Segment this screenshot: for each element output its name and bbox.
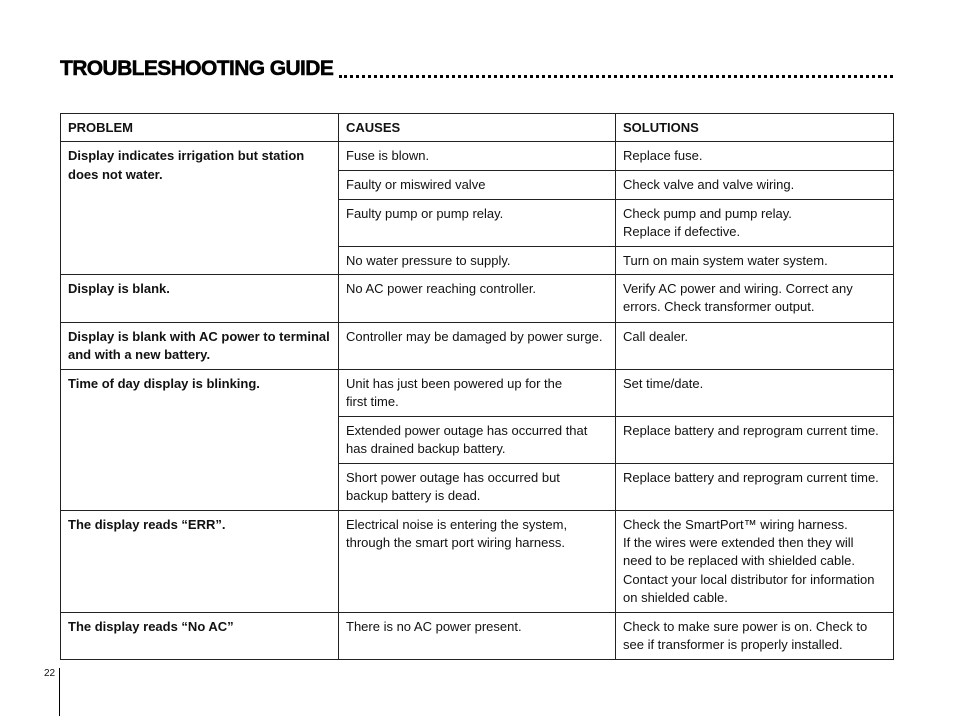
header-causes: CAUSES xyxy=(339,114,616,142)
solution-cell: Check the SmartPort™ wiring harness. If the wires were extended then they will need to be replaced with shielded cable. Contact your local distributor for information on shielded cable. xyxy=(616,510,894,612)
page-number: 22 xyxy=(44,668,56,679)
problem-cell: The display reads “No AC” xyxy=(61,612,339,659)
dotted-leader xyxy=(339,75,893,78)
solution-cell: Check pump and pump relay. Replace if defective. xyxy=(616,199,894,246)
solution-cell: Verify AC power and wiring. Correct any errors. Check transformer output. xyxy=(616,274,894,322)
solution-cell: Replace fuse. xyxy=(616,142,894,171)
solution-cell: Check valve and valve wiring. xyxy=(616,171,894,199)
table-row xyxy=(61,510,894,612)
solution-cell: Replace battery and reprogram current time. xyxy=(616,463,894,510)
solution-cell: Turn on main system water system. xyxy=(616,246,894,274)
header-problem: PROBLEM xyxy=(61,114,339,142)
solution-cell: Call dealer. xyxy=(616,322,894,369)
table-row xyxy=(61,142,894,171)
cause-cell: No AC power reaching controller. xyxy=(339,274,616,322)
problem-cell: The display reads “ERR”. xyxy=(61,510,339,612)
cause-cell: Short power outage has occurred but backup battery is dead. xyxy=(339,463,616,510)
page-title: TROUBLESHOOTING GUIDE xyxy=(60,57,334,80)
cause-cell: Extended power outage has occurred that has drained backup battery. xyxy=(339,416,616,463)
cause-cell: Controller may be damaged by power surge. xyxy=(339,322,616,369)
solution-cell: Check to make sure power is on. Check to see if transformer is properly installed. xyxy=(616,612,894,659)
table-row xyxy=(61,274,894,322)
table-row xyxy=(61,369,894,416)
problem-cell: Display is blank with AC power to terminal and with a new battery. xyxy=(61,322,339,369)
solution-cell: Replace battery and reprogram current time. xyxy=(616,416,894,463)
header-solutions: SOLUTIONS xyxy=(616,114,894,142)
problem-cell: Display is blank. xyxy=(61,274,339,322)
cause-cell: Fuse is blown. xyxy=(339,142,616,171)
cause-cell: There is no AC power present. xyxy=(339,612,616,659)
margin-rule xyxy=(59,668,60,716)
table-row xyxy=(61,322,894,369)
troubleshooting-table xyxy=(60,113,894,660)
problem-cell: Display indicates irrigation but station does not water. xyxy=(61,142,339,275)
solution-cell: Set time/date. xyxy=(616,369,894,416)
cause-cell: No water pressure to supply. xyxy=(339,246,616,274)
header-row xyxy=(61,114,894,142)
cause-cell: Faulty pump or pump relay. xyxy=(339,199,616,246)
table-row xyxy=(61,612,894,659)
page-heading xyxy=(60,57,893,81)
cause-cell: Faulty or miswired valve xyxy=(339,171,616,199)
cause-cell: Electrical noise is entering the system, through the smart port wiring harness. xyxy=(339,510,616,612)
problem-cell: Time of day display is blinking. xyxy=(61,369,339,510)
cause-cell: Unit has just been powered up for the first time. xyxy=(339,369,616,416)
